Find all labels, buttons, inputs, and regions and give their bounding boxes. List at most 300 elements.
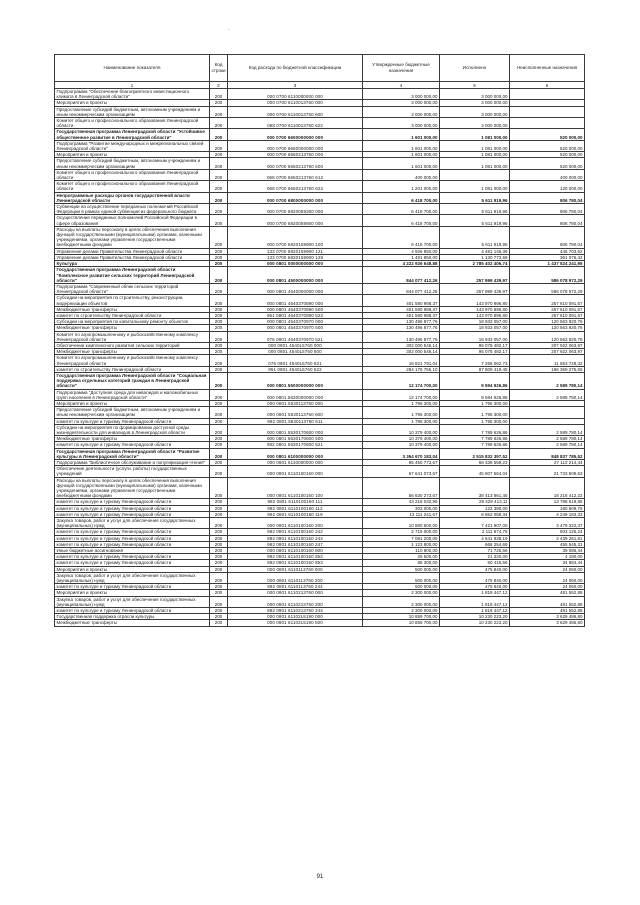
row-approved-cell: 10 379 400,00 bbox=[363, 436, 440, 442]
row-approved-cell: 1 795 300,00 bbox=[363, 407, 440, 418]
row-classification-cell: 000 0801 4540370890 500 bbox=[228, 306, 363, 312]
table-row bbox=[55, 477, 585, 499]
row-name-cell: комитет по культуре и туризму Ленинградской области bbox=[55, 560, 210, 566]
table-row bbox=[55, 424, 585, 435]
column-number-row bbox=[55, 82, 585, 89]
table-row bbox=[55, 319, 585, 325]
row-approved-cell: 12 174 700,00 bbox=[363, 372, 440, 389]
row-executed-cell: 2 515 832 397,52 bbox=[440, 448, 510, 459]
row-executed-cell: 1 818 447,12 bbox=[440, 590, 510, 596]
row-executed-cell: 475 840,00 bbox=[440, 584, 510, 590]
row-unexecuted-cell: 586 078 972,29 bbox=[510, 267, 585, 284]
row-code-cell: 200 bbox=[210, 204, 228, 215]
row-approved-cell: 1 795 300,00 bbox=[363, 418, 440, 424]
table-row bbox=[55, 366, 585, 372]
row-code-cell: 200 bbox=[210, 620, 228, 626]
row-approved-cell: 2 300 000,00 bbox=[363, 590, 440, 596]
row-classification-cell: 982 0801 6110100160 112 bbox=[228, 505, 363, 511]
row-name-cell: комитет по культуре и туризму Ленинградской области bbox=[55, 499, 210, 505]
row-approved-cell: 302 000 546,14 bbox=[363, 349, 440, 355]
row-unexecuted-cell: 520 000,00 bbox=[510, 129, 585, 140]
row-unexecuted-cell: 481 552,88 bbox=[510, 590, 585, 596]
row-executed-cell: 1 081 000,00 bbox=[440, 152, 510, 158]
table-row bbox=[55, 181, 585, 192]
row-name-cell: Межбюджетные трансферты bbox=[55, 436, 210, 442]
row-name-cell: Закупка товаров, работ и услуг для обеспечения государственных (муниципальных) нужд bbox=[55, 572, 210, 583]
row-unexecuted-cell: 21 733 509,63 bbox=[510, 466, 585, 477]
row-code-cell: 200 bbox=[210, 572, 228, 583]
row-executed-cell: 38 413 861,45 bbox=[440, 477, 510, 499]
row-classification-cell: 982 0801 6110213760 244 bbox=[228, 608, 363, 614]
table-row bbox=[55, 442, 585, 448]
row-classification-cell: 951 0801 4540370890 522 bbox=[228, 312, 363, 318]
row-classification-cell: 951 0801 4540L5760 522 bbox=[228, 366, 363, 372]
row-code-cell: 200 bbox=[210, 325, 228, 331]
row-approved-cell: 3 000 000,00 bbox=[363, 118, 440, 129]
row-executed-cell: 9 594 926,86 bbox=[440, 372, 510, 389]
row-code-cell: 200 bbox=[210, 400, 228, 406]
row-executed-cell: 2 111 874,76 bbox=[440, 529, 510, 535]
row-code-cell: 200 bbox=[210, 226, 228, 248]
table-row bbox=[55, 418, 585, 424]
row-approved-cell: 95 450 773,67 bbox=[363, 460, 440, 466]
table-row bbox=[55, 215, 585, 226]
budget-table-wrap bbox=[54, 54, 584, 627]
row-code-cell: 200 bbox=[210, 477, 228, 499]
row-executed-cell: 9 584 926,86 bbox=[440, 389, 510, 400]
colnum-1: 1 bbox=[55, 82, 210, 89]
row-unexecuted-cell: 445 703,62 bbox=[510, 248, 585, 254]
colnum-5: 5 bbox=[440, 82, 510, 89]
row-classification-cell: 000 0801 6110100160 000 bbox=[228, 466, 363, 477]
row-code-cell: 200 bbox=[210, 596, 228, 607]
row-unexecuted-cell: 257 610 091,57 bbox=[510, 312, 585, 318]
row-approved-cell: 844 077 412,26 bbox=[363, 283, 440, 294]
row-code-cell: 200 bbox=[210, 158, 228, 169]
row-approved-cell: 1 601 000,00 bbox=[363, 140, 440, 151]
row-unexecuted-cell: 39 086,44 bbox=[510, 548, 585, 554]
row-approved-cell: 3 000 000,00 bbox=[363, 89, 440, 100]
row-executed-cell: 3 000 000,00 bbox=[440, 118, 510, 129]
row-code-cell: 200 bbox=[210, 614, 228, 620]
row-code-cell: 200 bbox=[210, 407, 228, 418]
row-name-cell: Комитет общего и профессионального образования Ленинградской области bbox=[55, 118, 210, 129]
row-approved-cell: 6 418 700,00 bbox=[363, 226, 440, 248]
row-classification-cell: 000 0801 6100000000 000 bbox=[228, 448, 363, 459]
row-classification-cell: 982 0801 6110100160 244 bbox=[228, 535, 363, 541]
row-code-cell: 200 bbox=[210, 535, 228, 541]
row-executed-cell: 1 081 000,00 bbox=[440, 129, 510, 140]
row-code-cell: 200 bbox=[210, 460, 228, 466]
row-classification-cell: 000 0700 6800000000 000 bbox=[228, 192, 363, 203]
row-unexecuted-cell: 11 553 728,32 bbox=[510, 355, 585, 366]
row-classification-cell: 982 0801 6110100160 852 bbox=[228, 554, 363, 560]
row-code-cell: 200 bbox=[210, 418, 228, 424]
table-row bbox=[55, 560, 585, 566]
row-unexecuted-cell: 806 780,04 bbox=[510, 215, 585, 226]
row-approved-cell: 18 821 791,04 bbox=[363, 355, 440, 366]
row-approved-cell: 500 000,00 bbox=[363, 566, 440, 572]
row-classification-cell: 000 0801 6110100160 200 bbox=[228, 518, 363, 529]
row-name-cell: Управление делами Правительства Ленинградской области bbox=[55, 254, 210, 260]
row-approved-cell: 25 500,00 bbox=[363, 554, 440, 560]
row-approved-cell: 401 580 988,37 bbox=[363, 312, 440, 318]
row-name-cell: Комитет общего и профессионального образования Ленинградской области bbox=[55, 181, 210, 192]
row-unexecuted-cell: 180 609,75 bbox=[510, 505, 585, 511]
table-row bbox=[55, 499, 585, 505]
header-code: Код строки bbox=[210, 55, 228, 82]
row-name-cell: Подпрограмма "Обеспечение благоприятного инвестиционного климата в Ленинградской области" bbox=[55, 89, 210, 100]
row-name-cell: Подпрограмма "Развитие международных и межрегиональных связей Ленинградской области" bbox=[55, 140, 210, 151]
row-executed-cell: 29 429 413,11 bbox=[440, 499, 510, 505]
row-unexecuted-cell: 18 216 412,22 bbox=[510, 477, 585, 499]
row-unexecuted-cell: 400 000,00 bbox=[510, 169, 585, 180]
row-approved-cell: 10 859 700,00 bbox=[363, 614, 440, 620]
row-code-cell: 200 bbox=[210, 331, 228, 342]
row-executed-cell: 1 795 300,00 bbox=[440, 418, 510, 424]
row-code-cell: 200 bbox=[210, 566, 228, 572]
row-executed-cell: 1 795 300,00 bbox=[440, 407, 510, 418]
row-name-cell: комитет по культуре и туризму Ленинградской области bbox=[55, 608, 210, 614]
row-unexecuted-cell: 2 589 780,14 bbox=[510, 372, 585, 389]
row-classification-cell: 000 0700 6650000000 000 bbox=[228, 140, 363, 151]
row-unexecuted-cell: 806 780,04 bbox=[510, 204, 585, 215]
row-name-cell: Обеспечение деятельности (услуги, работы) государственных учреждений bbox=[55, 466, 210, 477]
row-code-cell: 200 bbox=[210, 306, 228, 312]
table-row bbox=[55, 283, 585, 294]
row-executed-cell: 1 081 000,00 bbox=[440, 140, 510, 151]
row-approved-cell: 6 418 700,00 bbox=[363, 192, 440, 203]
row-name-cell: Субсидии на мероприятия по формированию доступной среды жизнедеятельности для инвалидов в Ленинградской области bbox=[55, 424, 210, 435]
row-name-cell: Межбюджетные трансферты bbox=[55, 620, 210, 626]
row-code-cell: 200 bbox=[210, 106, 228, 117]
row-unexecuted-cell: 3 629 486,80 bbox=[510, 614, 585, 620]
row-code-cell: 200 bbox=[210, 267, 228, 284]
row-executed-cell: 21 320,00 bbox=[440, 554, 510, 560]
table-row bbox=[55, 584, 585, 590]
row-approved-cell: 6 418 700,00 bbox=[363, 204, 440, 215]
row-classification-cell: 000 0700 6110013760 000 bbox=[228, 100, 363, 106]
row-unexecuted-cell: 806 780,04 bbox=[510, 226, 585, 248]
row-name-cell: Государственная поддержка отрасли культуры bbox=[55, 614, 210, 620]
row-classification-cell: 000 0700 6600000000 000 bbox=[228, 129, 363, 140]
row-classification-cell: 000 0801 4540L5760 000 bbox=[228, 342, 363, 348]
table-row bbox=[55, 407, 585, 418]
row-classification-cell: 068 0700 6110013760 622 bbox=[228, 118, 363, 129]
row-approved-cell: 1 601 000,00 bbox=[363, 158, 440, 169]
table-row bbox=[55, 204, 585, 215]
row-name-cell: комитет по строительству Ленинградской области bbox=[55, 312, 210, 318]
row-name-cell: Расходы на выплаты персоналу в целях обеспечения выполнения функций государственными (муниципальными) органами, казенными учреждениями, органами управления государственными внебюджетными фондами bbox=[55, 226, 210, 248]
scan-mark: . bbox=[228, 26, 230, 32]
table-row bbox=[55, 596, 585, 607]
row-approved-cell: 130 496 877,76 bbox=[363, 325, 440, 331]
row-approved-cell: 4 222 926 648,88 bbox=[363, 261, 440, 267]
row-name-cell: Предоставление субсидий бюджетным, автономным учреждениям и иным некоммерческим организациям bbox=[55, 407, 210, 418]
row-code-cell: 200 bbox=[210, 100, 228, 106]
table-row bbox=[55, 372, 585, 389]
row-executed-cell: 4 641 938,19 bbox=[440, 535, 510, 541]
row-classification-cell: 000 0700 6650213760 600 bbox=[228, 158, 363, 169]
table-row bbox=[55, 89, 585, 100]
row-classification-cell: 000 0700 6820159900 100 bbox=[228, 226, 363, 248]
row-approved-cell: 401 580 988,37 bbox=[363, 306, 440, 312]
row-approved-cell: 2 715 000,00 bbox=[363, 529, 440, 535]
row-code-cell: 200 bbox=[210, 541, 228, 547]
row-classification-cell: 000 0700 6110013760 600 bbox=[228, 106, 363, 117]
row-name-cell: комитет по культуре и туризму Ленинградской области bbox=[55, 554, 210, 560]
row-classification-cell: 000 0801 6110113760 200 bbox=[228, 572, 363, 583]
row-executed-cell bbox=[440, 169, 510, 180]
header-approved: Утвержденные бюджетные назначения bbox=[363, 55, 440, 82]
row-approved-cell: 3 000 000,00 bbox=[363, 106, 440, 117]
row-classification-cell: 982 0801 6110100160 853 bbox=[228, 560, 363, 566]
row-unexecuted-cell: 196 369 275,65 bbox=[510, 366, 585, 372]
row-approved-cell: 67 641 073,67 bbox=[363, 466, 440, 477]
table-row bbox=[55, 106, 585, 117]
row-executed-cell: 18 933 057,00 bbox=[440, 331, 510, 342]
row-name-cell: Государственная программа Ленинградской области "Развитие культуры в Ленинградской области" bbox=[55, 448, 210, 459]
table-row bbox=[55, 331, 585, 342]
row-unexecuted-cell bbox=[510, 118, 585, 129]
row-approved-cell: 401 580 988,37 bbox=[363, 295, 440, 306]
row-unexecuted-cell bbox=[510, 407, 585, 418]
table-row bbox=[55, 511, 585, 517]
row-approved-cell: 2 300 000,00 bbox=[363, 596, 440, 607]
row-classification-cell: 000 0801 5530170600 500 bbox=[228, 436, 363, 442]
row-classification-cell: 000 0801 4540000000 000 bbox=[228, 283, 363, 294]
row-approved-cell: 1 795 300,00 bbox=[363, 400, 440, 406]
row-name-cell: Государственная программа Ленинградской области "Устойчивое общественное развитие в Ленинградской области" bbox=[55, 129, 210, 140]
table-row bbox=[55, 448, 585, 459]
row-name-cell: Непрограммные расходы органов государственной власти Ленинградской области bbox=[55, 192, 210, 203]
row-approved-cell: 10 379 400,00 bbox=[363, 424, 440, 435]
row-approved-cell: 1 123 800,00 bbox=[363, 541, 440, 547]
row-executed-cell: 8 862 058,34 bbox=[440, 511, 510, 517]
row-approved-cell: 3 364 670 183,04 bbox=[363, 448, 440, 459]
row-approved-cell: 6 418 700,00 bbox=[363, 215, 440, 226]
colnum-6: 6 bbox=[510, 82, 585, 89]
row-code-cell: 200 bbox=[210, 372, 228, 389]
row-unexecuted-cell: 520 000,00 bbox=[510, 152, 585, 158]
row-code-cell: 200 bbox=[210, 448, 228, 459]
row-unexecuted-cell: 34 884,44 bbox=[510, 560, 585, 566]
row-name-cell: Закупка товаров, работ и услуг для обеспечения государственных (муниципальных) нужд bbox=[55, 518, 210, 529]
row-approved-cell: 2 300 000,00 bbox=[363, 608, 440, 614]
row-unexecuted-cell: 586 078 972,29 bbox=[510, 283, 585, 294]
row-code-cell: 200 bbox=[210, 436, 228, 442]
header-name: Наименование показателя bbox=[55, 55, 210, 82]
row-name-cell: комитет по культуре и туризму Ленинградской области bbox=[55, 535, 210, 541]
row-unexecuted-cell bbox=[510, 106, 585, 117]
row-executed-cell: 3 000 000,00 bbox=[440, 106, 510, 117]
row-name-cell: комитет по культуре и туризму Ленинградской области bbox=[55, 505, 210, 511]
row-name-cell: Государственная программа Ленинградской области "Комплексное развитие сельских территорий Ленинградской области" bbox=[55, 267, 210, 284]
row-executed-cell: 1 081 000,00 bbox=[440, 181, 510, 192]
row-classification-cell: 000 0801 5530113760 000 bbox=[228, 400, 363, 406]
row-classification-cell: 000 0801 6110000000 000 bbox=[228, 460, 363, 466]
row-classification-cell: 982 0801 6110100160 111 bbox=[228, 499, 363, 505]
row-executed-cell: 1 081 000,00 bbox=[440, 158, 510, 169]
row-executed-cell: 18 933 057,00 bbox=[440, 325, 510, 331]
row-unexecuted-cell: 520 000,00 bbox=[510, 158, 585, 169]
row-unexecuted-cell: 3 629 486,80 bbox=[510, 620, 585, 626]
row-classification-cell: 000 0801 0000000000 000 bbox=[228, 261, 363, 267]
row-executed-cell: 122 390,00 bbox=[440, 505, 510, 511]
row-unexecuted-cell: 4 249 183,33 bbox=[510, 511, 585, 517]
table-row bbox=[55, 254, 585, 260]
row-code-cell: 200 bbox=[210, 140, 228, 151]
row-unexecuted-cell: 2 589 780,14 bbox=[510, 436, 585, 442]
row-name-cell: Комитет по агропромышленному и рыбохозяйственному комплексу Ленинградской области bbox=[55, 331, 210, 342]
row-name-cell: комитет по культуре и туризму Ленинградской области bbox=[55, 442, 210, 448]
row-approved-cell: 1 601 000,00 bbox=[363, 152, 440, 158]
row-unexecuted-cell: 24 060,00 bbox=[510, 584, 585, 590]
row-name-cell: комитет по культуре и туризму Ленинградской области bbox=[55, 584, 210, 590]
row-executed-cell: 4 481 146,38 bbox=[440, 248, 510, 254]
row-unexecuted-cell: 520 000,00 bbox=[510, 140, 585, 151]
row-name-cell: Управление делами Правительства Ленинградской области bbox=[55, 248, 210, 254]
row-executed-cell: 45 907 564,04 bbox=[440, 466, 510, 477]
row-classification-cell: 000 0801 6110113760 000 bbox=[228, 566, 363, 572]
table-row bbox=[55, 169, 585, 180]
table-row bbox=[55, 460, 585, 466]
row-unexecuted-cell: 120 563 820,76 bbox=[510, 331, 585, 342]
row-code-cell: 200 bbox=[210, 312, 228, 318]
table-row bbox=[55, 140, 585, 151]
row-code-cell: 200 bbox=[210, 349, 228, 355]
row-unexecuted-cell: 603 125,24 bbox=[510, 529, 585, 535]
row-executed-cell: 1 818 447,12 bbox=[440, 608, 510, 614]
row-name-cell: комитет по строительству Ленинградской области bbox=[55, 366, 210, 372]
table-row bbox=[55, 614, 585, 620]
row-code-cell: 200 bbox=[210, 366, 228, 372]
row-executed-cell: 668 254,69 bbox=[440, 541, 510, 547]
row-code-cell: 200 bbox=[210, 511, 228, 517]
row-name-cell: Предоставление субсидий бюджетным, автономным учреждениям и иным некоммерческим организациям bbox=[55, 106, 210, 117]
row-approved-cell: 500 000,00 bbox=[363, 572, 440, 583]
row-code-cell: 200 bbox=[210, 248, 228, 254]
row-approved-cell: 56 630 273,67 bbox=[363, 477, 440, 499]
row-code-cell: 200 bbox=[210, 152, 228, 158]
row-approved-cell: 7 081 200,00 bbox=[363, 535, 440, 541]
row-executed-cell: 7 789 626,86 bbox=[440, 424, 510, 435]
row-approved-cell: 130 496 877,76 bbox=[363, 331, 440, 342]
row-classification-cell: 000 0801 4500000000 000 bbox=[228, 267, 363, 284]
table-row bbox=[55, 466, 585, 477]
row-approved-cell: 10 379 400,00 bbox=[363, 442, 440, 448]
row-name-cell: комитет по культуре и туризму Ленинградской области bbox=[55, 529, 210, 535]
row-code-cell: 200 bbox=[210, 261, 228, 267]
row-classification-cell: 000 0801 4540370970 000 bbox=[228, 319, 363, 325]
table-row bbox=[55, 505, 585, 511]
row-unexecuted-cell: 257 610 091,57 bbox=[510, 295, 585, 306]
row-classification-cell: 000 0801 5530000000 000 bbox=[228, 389, 363, 400]
row-name-cell: Комитет по агропромышленному и рыбохозяйственному комплексу Ленинградской области bbox=[55, 355, 210, 366]
colnum-4: 4 bbox=[363, 82, 440, 89]
row-code-cell: 200 bbox=[210, 529, 228, 535]
row-unexecuted-cell: 481 552,88 bbox=[510, 596, 585, 607]
row-classification-cell: 000 0801 4540L5760 500 bbox=[228, 349, 363, 355]
table-row bbox=[55, 118, 585, 129]
row-classification-cell: 000 0801 6110100160 100 bbox=[228, 477, 363, 499]
row-classification-cell: 982 0801 5530113760 611 bbox=[228, 418, 363, 424]
row-unexecuted-cell: 3 479 322,37 bbox=[510, 518, 585, 529]
colnum-2: 2 bbox=[210, 82, 228, 89]
row-unexecuted-cell: 2 589 780,14 bbox=[510, 389, 585, 400]
row-executed-cell: 7 789 626,86 bbox=[440, 436, 510, 442]
row-classification-cell: 000 0801 4540370890 000 bbox=[228, 295, 363, 306]
row-name-cell: Мероприятия и проекты bbox=[55, 400, 210, 406]
row-unexecuted-cell: 4 180,00 bbox=[510, 554, 585, 560]
row-code-cell: 200 bbox=[210, 342, 228, 348]
row-approved-cell: 1 491 850,00 bbox=[363, 254, 440, 260]
row-code-cell: 200 bbox=[210, 355, 228, 366]
table-row bbox=[55, 342, 585, 348]
row-executed-cell: 50 415,56 bbox=[440, 560, 510, 566]
row-code-cell: 200 bbox=[210, 466, 228, 477]
row-code-cell: 200 bbox=[210, 505, 228, 511]
row-approved-cell: 13 111 241,67 bbox=[363, 511, 440, 517]
table-row bbox=[55, 295, 585, 306]
row-unexecuted-cell: 455 545,31 bbox=[510, 541, 585, 547]
row-name-cell: Обеспечение комплексного развития сельских территорий bbox=[55, 342, 210, 348]
row-name-cell: Подпрограмма "Библиотечное обслуживание и популяризация чтения" bbox=[55, 460, 210, 466]
table-row bbox=[55, 572, 585, 583]
row-unexecuted-cell: 27 112 214,44 bbox=[510, 460, 585, 466]
row-code-cell: 200 bbox=[210, 89, 228, 100]
row-classification-cell: 982 0801 5530170600 521 bbox=[228, 442, 363, 448]
row-classification-cell: 000 0801 5530113760 600 bbox=[228, 407, 363, 418]
row-executed-cell: 143 970 896,80 bbox=[440, 306, 510, 312]
row-executed-cell: 143 970 896,80 bbox=[440, 312, 510, 318]
row-executed-cell: 1 130 773,58 bbox=[440, 254, 510, 260]
row-classification-cell: 000 0801 5500000000 000 bbox=[228, 372, 363, 389]
row-classification-cell: 982 0801 6110113760 244 bbox=[228, 584, 363, 590]
row-unexecuted-cell: 2 589 780,14 bbox=[510, 424, 585, 435]
row-unexecuted-cell bbox=[510, 89, 585, 100]
row-code-cell: 200 bbox=[210, 181, 228, 192]
row-executed-cell: 71 725,56 bbox=[440, 548, 510, 554]
row-unexecuted-cell: 13 788 619,85 bbox=[510, 499, 585, 505]
row-unexecuted-cell: 120 563 820,76 bbox=[510, 325, 585, 331]
table-row bbox=[55, 248, 585, 254]
row-name-cell: Субсидии на мероприятия по капитальному ремонту объектов bbox=[55, 319, 210, 325]
row-approved-cell: 1 201 000,00 bbox=[363, 181, 440, 192]
row-unexecuted-cell: 806 780,04 bbox=[510, 192, 585, 203]
row-approved-cell: 284 178 755,10 bbox=[363, 366, 440, 372]
header-unexecuted: Неисполненные назначения bbox=[510, 55, 585, 82]
row-code-cell: 200 bbox=[210, 442, 228, 448]
table-row bbox=[55, 535, 585, 541]
row-unexecuted-cell: 361 076,42 bbox=[510, 254, 585, 260]
row-name-cell: Иные бюджетные ассигнования bbox=[55, 548, 210, 554]
row-classification-cell: 000 0700 6820059300 000 bbox=[228, 204, 363, 215]
row-approved-cell: 4 926 850,00 bbox=[363, 248, 440, 254]
row-executed-cell: 87 809 419,45 bbox=[440, 366, 510, 372]
row-executed-cell: 68 338 559,23 bbox=[440, 460, 510, 466]
row-executed-cell: 5 611 919,96 bbox=[440, 226, 510, 248]
row-name-cell: Подпрограмма "Доступная среда для инвалидов и маломобильных групп населения в Ленинградской области" bbox=[55, 389, 210, 400]
row-executed-cell: 2 785 402 406,74 bbox=[440, 261, 510, 267]
row-approved-cell: 43 218 032,96 bbox=[363, 499, 440, 505]
row-classification-cell: 000 0801 61102L5190 000 bbox=[228, 614, 363, 620]
row-executed-cell: 7 789 626,86 bbox=[440, 442, 510, 448]
row-approved-cell: 110 800,00 bbox=[363, 548, 440, 554]
row-executed-cell: 95 078 482,17 bbox=[440, 349, 510, 355]
header-classification: Код расхода по бюджетной классификации bbox=[228, 55, 363, 82]
row-name-cell: Межбюджетные трансферты bbox=[55, 349, 210, 355]
